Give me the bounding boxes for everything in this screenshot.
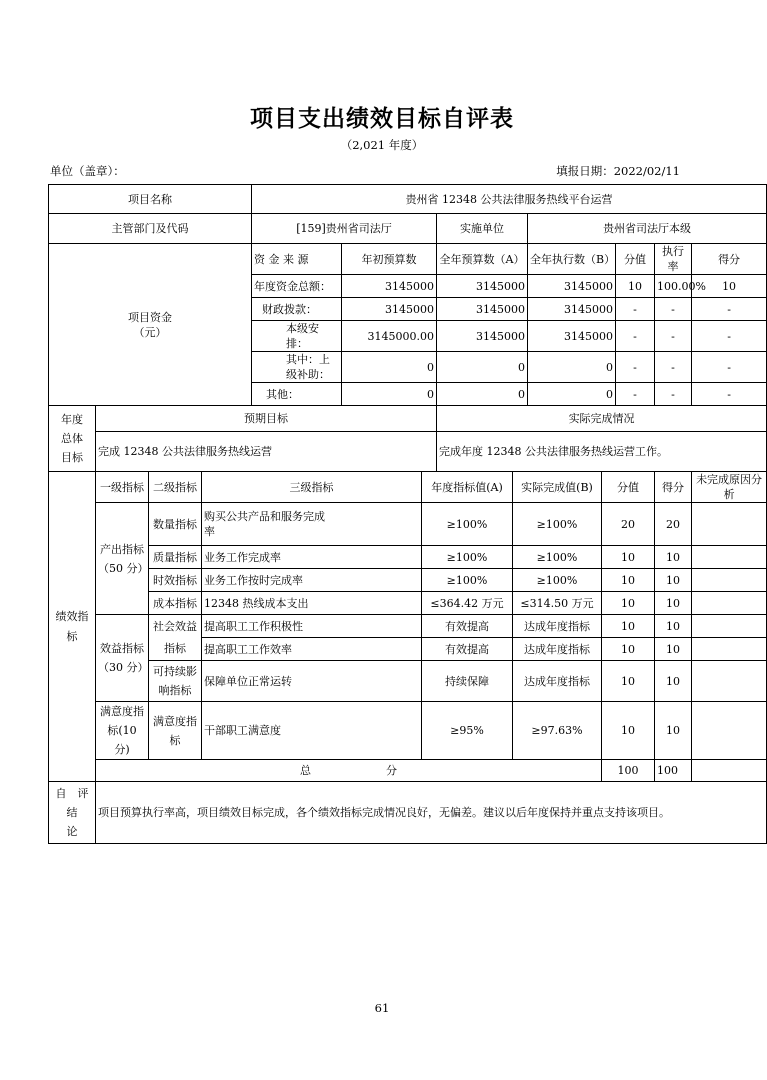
level3-name: 提高职工工作效率	[202, 638, 422, 661]
level2-sustain	[149, 661, 202, 702]
indicator-row	[49, 702, 767, 760]
indicator-row	[49, 592, 767, 615]
funds-rate: -	[655, 298, 692, 321]
funds-label-line1: 项目资金	[128, 310, 172, 324]
actual-value: 达成年度指标	[513, 638, 602, 661]
funds-score: 10	[692, 275, 767, 298]
points-value: 10	[602, 661, 655, 702]
funds-header-annual: 全年预算数（A）	[437, 244, 528, 275]
total-points: 100	[602, 760, 655, 782]
indicators-label-2: 标	[66, 629, 78, 643]
goals-label	[49, 406, 96, 472]
funds-initial: 3145000	[342, 275, 437, 298]
level2-satis-1: 满意度指	[153, 714, 197, 728]
funds-annual: 3145000	[437, 321, 528, 352]
level2-quality: 质量指标	[149, 546, 202, 569]
target-value: ≥100%	[422, 546, 513, 569]
funds-header-score: 得分	[692, 244, 767, 275]
level2-cost: 成本指标	[149, 592, 202, 615]
reason-value	[692, 661, 767, 702]
level1-benefit	[96, 615, 149, 702]
reason-value	[692, 569, 767, 592]
indicator-row	[49, 503, 767, 546]
actual-value: ≤314.50 万元	[513, 592, 602, 615]
department-value: [159]贵州省司法厅	[252, 214, 437, 244]
total-label	[96, 760, 602, 782]
department-label: 主管部门及代码	[49, 214, 252, 244]
funds-points: -	[616, 321, 655, 352]
target-value: ≥100%	[422, 503, 513, 546]
funds-rate: -	[655, 383, 692, 406]
indicator-row	[49, 615, 767, 638]
funds-executed: 0	[528, 352, 616, 383]
funds-score: -	[692, 321, 767, 352]
level1-output-2: （50 分）	[98, 561, 149, 575]
level3-name: 业务工作按时完成率	[202, 569, 422, 592]
funds-points: 10	[616, 275, 655, 298]
report-date: 填报日期：2022/02/11	[556, 164, 680, 178]
goals-header-row	[49, 406, 767, 432]
page-title: 项目支出绩效目标自评表	[250, 106, 514, 132]
col-target: 年度指标值(A)	[422, 472, 513, 503]
level2-sustain-1: 可持续影	[153, 665, 197, 678]
points-value: 10	[602, 546, 655, 569]
col-actual: 实际完成值(B)	[513, 472, 602, 503]
level1-satisfaction	[96, 702, 149, 760]
actual-goal-text: 完成年度 12348 公共法律服务热线运营工作。	[437, 432, 767, 472]
funds-source: 其中：上级补助：	[252, 352, 342, 383]
reason-value	[692, 702, 767, 760]
funds-header-executed: 全年执行数（B）	[528, 244, 616, 275]
funds-score: -	[692, 383, 767, 406]
funds-rate: -	[655, 321, 692, 352]
implementer-label: 实施单位	[437, 214, 528, 244]
funds-label-line2: （元）	[133, 325, 167, 339]
funds-annual: 3145000	[437, 275, 528, 298]
actual-goal-header: 实际完成情况	[437, 406, 767, 432]
score-value: 10	[655, 661, 692, 702]
level3-name: 干部职工满意度	[202, 702, 422, 760]
points-value: 10	[602, 638, 655, 661]
points-value: 10	[602, 592, 655, 615]
level2-sustain-2: 响指标	[158, 684, 192, 697]
funds-source: 其他：	[252, 383, 342, 406]
year-subtitle: （2,021 年度）	[340, 138, 424, 152]
conclusion-label-2: 结	[66, 806, 78, 819]
points-value: 10	[602, 615, 655, 638]
level1-satis-2: 标(10 分)	[107, 724, 137, 756]
goals-content-row	[49, 432, 767, 472]
actual-value: 达成年度指标	[513, 615, 602, 638]
score-value: 10	[655, 592, 692, 615]
indicators-label-1: 绩效指	[55, 609, 89, 623]
col-score: 得分	[655, 472, 692, 503]
funds-source: 年度资金总额：	[252, 275, 342, 298]
funds-annual: 0	[437, 352, 528, 383]
implementer-value: 贵州省司法厅本级	[528, 214, 767, 244]
reason-value	[692, 592, 767, 615]
indicator-row	[49, 661, 767, 702]
score-value: 20	[655, 503, 692, 546]
points-value: 10	[602, 702, 655, 760]
col-level2: 二级指标	[149, 472, 202, 503]
goals-label-3: 目标	[61, 451, 83, 464]
score-value: 10	[655, 638, 692, 661]
level1-output	[96, 503, 149, 615]
points-value: 10	[602, 569, 655, 592]
level1-satis-1: 满意度指	[100, 705, 144, 718]
goals-label-2: 总体	[61, 432, 83, 445]
score-value: 10	[655, 546, 692, 569]
expected-goal-text: 完成 12348 公共法律服务热线运营	[96, 432, 437, 472]
level3-name: 保障单位正常运转	[202, 661, 422, 702]
level1-output-1: 产出指标	[100, 542, 144, 556]
level3-name-1: 购买公共产品和服务完成	[204, 510, 325, 523]
reason-value	[692, 546, 767, 569]
target-value: ≥95%	[422, 702, 513, 760]
col-reason: 未完成原因分析	[692, 472, 767, 503]
actual-value: ≥100%	[513, 569, 602, 592]
score-value: 10	[655, 615, 692, 638]
level3-name: 提高职工工作积极性	[202, 615, 422, 638]
col-level3: 三级指标	[202, 472, 422, 503]
actual-value: ≥100%	[513, 546, 602, 569]
funds-header-initial: 年初预算数	[342, 244, 437, 275]
level2-time: 时效指标	[149, 569, 202, 592]
conclusion-text: 项目预算执行率高，项目绩效目标完成，各个绩效指标完成情况良好，无偏差。建议以后年度保持并重点支持该项目。	[96, 782, 767, 844]
level2-quantity: 数量指标	[149, 503, 202, 546]
level3-name: 业务工作完成率	[202, 546, 422, 569]
funds-initial: 3145000.00	[342, 321, 437, 352]
level2-social-1: 社会效益	[153, 619, 197, 633]
funds-source: 财政拨款：	[252, 298, 342, 321]
target-value: ≤364.42 万元	[422, 592, 513, 615]
funds-header-source: 资 金 来 源	[252, 244, 342, 275]
total-score: 100	[655, 760, 692, 782]
conclusion-label-1: 自 评	[55, 787, 89, 800]
funds-label	[49, 244, 252, 406]
funds-rate: -	[655, 352, 692, 383]
total-label-a: 总	[300, 764, 311, 777]
level2-social-2: 指标	[164, 641, 186, 655]
department-row	[49, 214, 767, 244]
level1-benefit-2: （30 分）	[98, 661, 149, 674]
level3-name: 12348 热线成本支出	[202, 592, 422, 615]
reason-value	[692, 638, 767, 661]
level2-satisfaction	[149, 702, 202, 760]
level3-name	[202, 503, 422, 546]
total-row	[49, 760, 767, 782]
unit-label: 单位（盖章）：	[50, 164, 125, 178]
indicator-row	[49, 546, 767, 569]
funds-points: -	[616, 383, 655, 406]
score-value: 10	[655, 569, 692, 592]
funds-executed: 3145000	[528, 298, 616, 321]
conclusion-row	[49, 782, 767, 844]
reason-value	[692, 503, 767, 546]
funds-score: -	[692, 352, 767, 383]
total-label-b: 分	[386, 764, 397, 777]
level2-social	[149, 615, 202, 661]
evaluation-table	[48, 184, 767, 844]
funds-executed: 3145000	[528, 321, 616, 352]
funds-header-rate: 执行率	[655, 244, 692, 275]
funds-points: -	[616, 352, 655, 383]
level1-benefit-1: 效益指标	[100, 642, 144, 655]
reason-value	[692, 615, 767, 638]
funds-points: -	[616, 298, 655, 321]
indicators-section-label	[49, 472, 96, 782]
conclusion-label-3: 论	[66, 825, 78, 838]
indicators-header-row	[49, 472, 767, 503]
page-number: 61	[374, 1001, 390, 1015]
funds-annual: 3145000	[437, 298, 528, 321]
actual-value: ≥97.63%	[513, 702, 602, 760]
target-value: ≥100%	[422, 569, 513, 592]
target-value: 有效提高	[422, 638, 513, 661]
col-points: 分值	[602, 472, 655, 503]
level2-satis-2: 标	[169, 733, 181, 747]
target-value: 有效提高	[422, 615, 513, 638]
funds-rate: 100.00%	[655, 275, 692, 298]
funds-header-row	[49, 244, 767, 275]
funds-source: 本级安排：	[252, 321, 342, 352]
points-value: 20	[602, 503, 655, 546]
level3-name-2: 率	[204, 525, 215, 538]
total-empty	[692, 760, 767, 782]
conclusion-label	[49, 782, 96, 844]
goals-label-1: 年度	[61, 413, 83, 426]
project-name-label: 项目名称	[49, 185, 252, 214]
project-name-value: 贵州省 12348 公共法律服务热线平台运营	[252, 185, 767, 214]
funds-annual: 0	[437, 383, 528, 406]
funds-initial: 3145000	[342, 298, 437, 321]
actual-value: 达成年度指标	[513, 661, 602, 702]
funds-executed: 3145000	[528, 275, 616, 298]
col-level1: 一级指标	[96, 472, 149, 503]
funds-header-points: 分值	[616, 244, 655, 275]
indicator-row	[49, 569, 767, 592]
score-value: 10	[655, 702, 692, 760]
funds-initial: 0	[342, 352, 437, 383]
expected-goal-header: 预期目标	[96, 406, 437, 432]
actual-value: ≥100%	[513, 503, 602, 546]
funds-score: -	[692, 298, 767, 321]
funds-initial: 0	[342, 383, 437, 406]
funds-executed: 0	[528, 383, 616, 406]
target-value: 持续保障	[422, 661, 513, 702]
project-name-row	[49, 185, 767, 214]
